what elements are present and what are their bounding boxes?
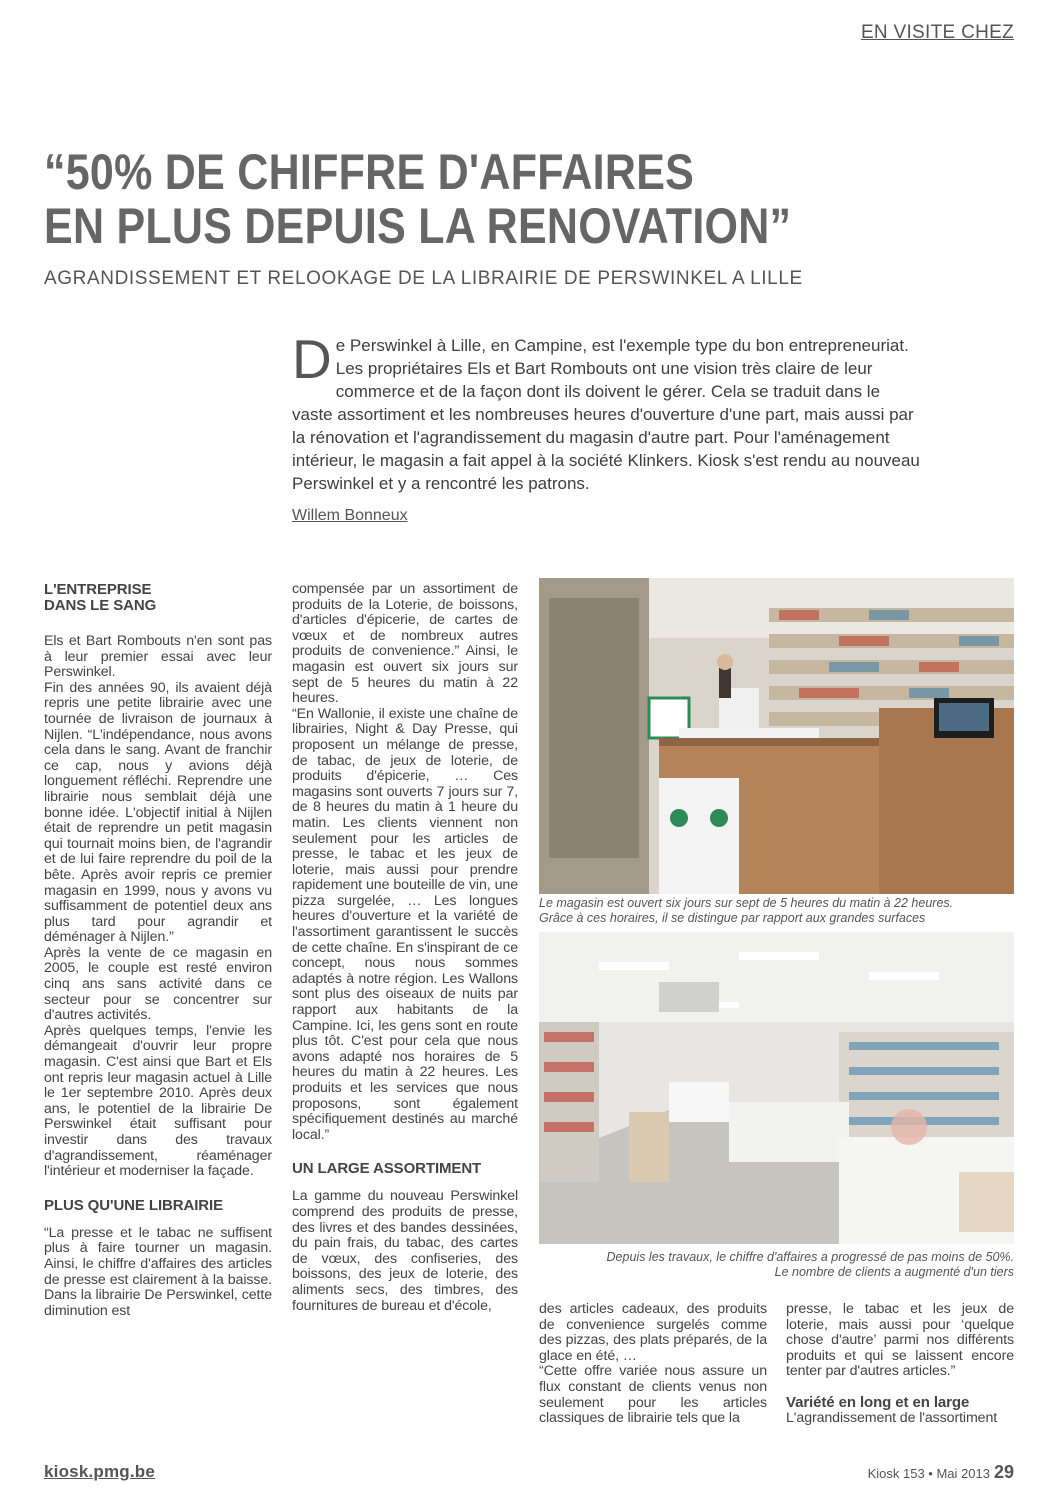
store-photo-interior bbox=[539, 932, 1014, 1244]
headline bbox=[44, 145, 887, 253]
paragraph: presse, le tabac et les jeux de loterie, mais aussi pour ‘quelque chose d'autre’ parmi nos différents produits et qui se laissent encore tenter par d'autres articles.” bbox=[786, 1301, 1014, 1380]
website-link[interactable]: kiosk.pmg.be bbox=[44, 1462, 156, 1481]
paragraph: Fin des années 90, ils avaient déjà repris une petite librairie avec une tournée de livraison de journaux à Nijlen. “L'indépendance, nous avons cela dans le sang. Avant de franchir ce cap, nous y avions déjà longuement réfléchi. Reprendre une librairie nous semblait déjà une bonne idée. L'objectif initial à Nijlen était de reprendre un petit magasin qui tournait moins bien, de l'agrandir et de lui faire reprendre du poil de la bête. Après avoir repris ce premier magasin en 1999, nous y avons vu suffisamment de potentiel deux ans plus tard pour agrandir et déménager à Nijlen.” bbox=[44, 679, 272, 946]
caption-line: Le magasin est ouvert six jours sur sept de 5 heures du matin à 22 heures. bbox=[539, 896, 954, 910]
author-byline: Willem Bonneux bbox=[292, 507, 408, 524]
intro-paragraph bbox=[292, 328, 922, 495]
section-tag: EN VISITE CHEZ bbox=[860, 22, 1014, 43]
paragraph: des articles cadeaux, des produits de convenience surgelés comme des pizzas, des plats préparés, de la glace en été, … bbox=[539, 1301, 767, 1364]
section-heading-plus-qu-une-librairie: PLUS QU'UNE LIBRAIRIE bbox=[44, 1196, 223, 1214]
section-heading-entreprise: L'ENTREPRISE DANS LE SANG bbox=[44, 581, 157, 614]
article-column-2 bbox=[292, 582, 518, 1314]
caption-line: Grâce à ces horaires, il se distingue par rapport aux grandes surfaces bbox=[539, 911, 926, 925]
paragraph: Els et Bart Rombouts n'en sont pas à leur premier essai avec leur Perswinkel. bbox=[44, 633, 272, 681]
paragraph: Après quelques temps, l'envie les démangeait d'ouvrir leur propre magasin. C'est ainsi que Bart et Els ont repris leur magasin actuel à Lille le 1er septembre 2010. Après deux ans, le potentiel de la librairie De Perswinkel était suffisant pour investir dans des travaux d'agrandissement, réaménager l'intérieur et moderniser la façade. bbox=[44, 1022, 272, 1180]
paragraph: “En Wallonie, il existe une chaîne de librairies, Night & Day Presse, qui proposent un mélange de presse, de tabac, de jeux de loterie, de produits d'épicerie, … Ces magasins sont ouverts 7 jours sur 7, de 8 heures du matin à 1 heure du matin. Les clients viennent non seulement pour les articles de presse, le tabac et les jeux de loterie, mais aussi pour prendre rapidement une bouteille de vin, une pizza surgelée, … Les longues heures d'ouverture et la variété de l'assortiment garantissent le succès de cette chaîne. En s'inspirant de ce concept, nous nous sommes adaptés à notre région. Les Wallons sont plus des oiseaux de nuits par rapport aux habitants de la Campine. Ici, les gens sont en route plus tôt. C'est pour cela que nous avons adapté nos horaires de 5 heures du matin à 22 heures. Les produits et les services que nous proposons, sont également spécifiquement destinés au marché local.” bbox=[292, 705, 518, 1143]
intro-text: e Perswinkel à Lille, en Campine, est l'exemple type du bon entrepreneuriat. Les propriétaires Els et Bart Rombouts ont une vision très claire de leur commerce et de la façon dont ils doivent le gérer. Cela se traduit dans le vaste assortiment et les nombreuses heures d'ouverture d'une part, mais aussi par la rénovation et l'agrandissement du magasin d'autre part. Pour l'aménagement intérieur, le magasin a fait appel à la société Klinkers. Kiosk s'est rendu au nouveau Perswinkel et y a rencontré les patrons. bbox=[292, 336, 920, 493]
paragraph: compensée par un assortiment de produits de la Loterie, de boissons, d'articles d'épicerie, de cartes de vœux et de nombreux autres produits de convenience.” Ainsi, le magasin est ouvert six jours sur sept de 5 heures du matin à 22 heures. bbox=[292, 581, 518, 707]
store-photo-counter bbox=[539, 578, 1014, 894]
article-column-3 bbox=[539, 1302, 767, 1427]
issue-info: Kiosk 153 • Mai 2013 bbox=[867, 1466, 990, 1481]
subheadline: AGRANDISSEMENT ET RELOOKAGE DE LA LIBRAIRIE DE PERSWINKEL A LILLE bbox=[44, 268, 803, 289]
article-column-1 bbox=[44, 582, 272, 1319]
paragraph: L'agrandissement de l'assortiment bbox=[786, 1409, 998, 1426]
photo-caption-2 bbox=[539, 1250, 1014, 1280]
section-heading-large-assortiment: UN LARGE ASSORTIMENT bbox=[292, 1160, 482, 1178]
paragraph: “Cette offre variée nous assure un flux constant de clients venus non seulement pour les articles classiques de librairie tels que la bbox=[539, 1363, 767, 1427]
paragraph: Après la vente de ce magasin en 2005, le couple est resté environ cinq ans sans activité dans ce secteur pour se concentrer sur d'autres activités. bbox=[44, 944, 272, 1024]
page-number: 29 bbox=[993, 1462, 1014, 1482]
caption-line: Depuis les travaux, le chiffre d'affaires a progressé de pas moins de 50%. bbox=[606, 1250, 1014, 1264]
paragraph: La gamme du nouveau Perswinkel comprend des produits de presse, des livres et des bandes dessinées, du pain frais, du tabac, des cartes de vœux, des confiseries, des boissons, des jeux de loterie, des aliments secs, des timbres, des fournitures de bureau et d'école, bbox=[292, 1188, 518, 1314]
section-heading-variete: Variété en long et en large bbox=[786, 1393, 970, 1411]
drop-cap: D bbox=[292, 328, 332, 390]
caption-line: Le nombre de clients a augmenté d'un tiers bbox=[774, 1265, 1014, 1279]
paragraph: “La presse et le tabac ne suffisent plus à faire tourner un magasin. Ainsi, le chiffre d'affaires des articles de presse est clairement à la baisse. Dans la librairie De Perswinkel, cette diminution est bbox=[44, 1224, 272, 1319]
headline-line-2: EN PLUS DEPUIS LA RENOVATION” bbox=[44, 198, 792, 254]
photo-caption-1 bbox=[539, 896, 1014, 926]
headline-line-1: “50% DE CHIFFRE D'AFFAIRES bbox=[44, 144, 695, 200]
folio bbox=[868, 1462, 1014, 1483]
article-column-4 bbox=[786, 1302, 1014, 1427]
